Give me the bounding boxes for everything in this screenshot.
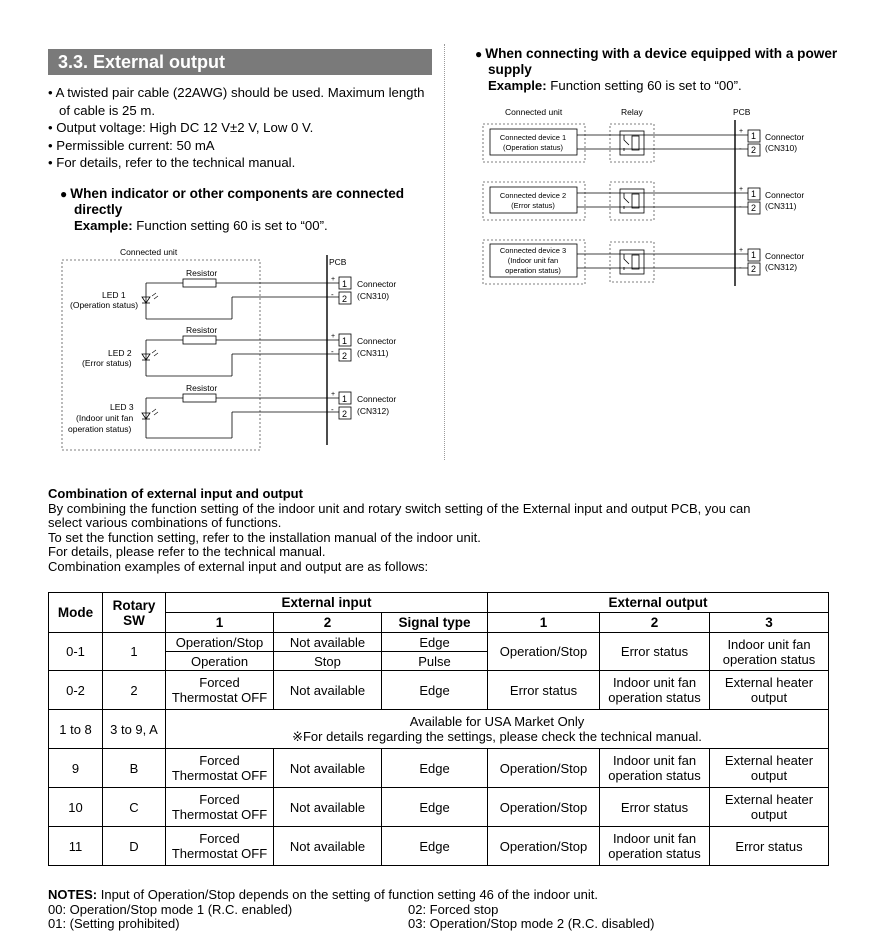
svg-text:1: 1 [342, 336, 348, 346]
left-example: Example: Function setting 60 is set to “00”. [74, 218, 328, 233]
connector-cn310: (CN310) [357, 291, 390, 301]
bullet-cable: • A twisted pair cable (22AWG) should be used. Maximum length of cable is 25 m. [48, 85, 425, 118]
svg-text:Connector: Connector [357, 394, 397, 404]
svg-text:+: + [739, 247, 744, 254]
svg-text:Connector: Connector [357, 336, 397, 346]
connector-cn311: (CN311) [765, 201, 797, 211]
note-item: 00: Operation/Stop mode 1 (R.C. enabled) [48, 901, 293, 917]
combination-line: Combination examples of external input and output are as follows: [48, 558, 429, 574]
led-channel-1 [70, 268, 396, 319]
note-item: 03: Operation/Stop mode 2 (R.C. disabled) [408, 916, 655, 931]
svg-text:1: 1 [751, 189, 757, 199]
svg-text:1: 1 [751, 250, 757, 260]
svg-text:2: 2 [751, 145, 757, 155]
note-item: 02: Forced stop [408, 901, 499, 917]
svg-text:Connector: Connector [765, 251, 805, 261]
led-2-label: LED 2 [108, 348, 132, 358]
svg-text:2: 2 [751, 264, 757, 274]
header-external-output: External output [488, 593, 829, 613]
combination-line: By combining the function setting of the indoor unit and rotary switch setting of the External input and output PCB, you can [48, 500, 751, 516]
right-example: Example: Function setting 60 is set to “00”. [488, 78, 742, 93]
header-input-1: 1 [166, 613, 274, 633]
led-channel-3 [68, 383, 396, 438]
connector-cn310: (CN310) [765, 143, 798, 153]
resistor-symbol [183, 394, 216, 402]
section-title: 3.3. External output [48, 49, 432, 75]
combination-line: For details, please refer to the technical manual. [48, 544, 326, 559]
usa-note-line1: Available for USA Market Only [409, 714, 585, 729]
table-row: 9 B Forced Thermostat OFF Not available Edge Operation/Stop Indoor unit fan operation status External heater output [49, 749, 829, 788]
svg-text:-: - [739, 202, 742, 211]
led-channel-2 [82, 325, 396, 376]
pcb-label: PCB [733, 107, 751, 117]
combination-section [48, 487, 848, 574]
header-rotary-sw: Rotary SW [103, 593, 166, 633]
bullet-details: • For details, refer to the technical manual. [48, 155, 296, 170]
svg-text:2: 2 [342, 351, 348, 361]
relay-channel-3 [483, 240, 804, 284]
bullet-voltage: • Output voltage: High DC 12 V±2 V, Low 0 V. [48, 120, 314, 135]
svg-text:operation status): operation status) [505, 266, 561, 275]
table-row: 0-1 1 Operation/Stop Not available Edge Operation/Stop Error status Indoor unit fan operation status [49, 633, 829, 652]
led-1-desc: (Operation status) [70, 300, 139, 310]
pcb-label: PCB [329, 257, 347, 267]
usa-note-line2: ※For details regarding the settings, please check the technical manual. [292, 729, 702, 744]
connector-cn312: (CN312) [765, 262, 798, 272]
svg-text:2: 2 [342, 294, 348, 304]
svg-text:Connector: Connector [765, 190, 805, 200]
table-row: 11 D Forced Thermostat OFF Not available Edge Operation/Stop Indoor unit fan operation status Error status [49, 827, 829, 866]
svg-text:Connected device 3: Connected device 3 [499, 246, 567, 255]
svg-text:Connected device 2: Connected device 2 [499, 191, 567, 200]
svg-text:(Operation status): (Operation status) [502, 143, 564, 152]
svg-text:Connected device 1: Connected device 1 [499, 133, 567, 142]
right-subheading-block [475, 46, 855, 94]
table-row: 0-2 2 Forced Thermostat OFF Not available Edge Error status Indoor unit fan operation status External heater output [49, 671, 829, 710]
left-subheading: ● When indicator or other components are connected directly [60, 186, 405, 217]
led-3-label: LED 3 [110, 402, 134, 412]
svg-text:(Indoor unit fan: (Indoor unit fan [507, 256, 559, 265]
note-item: 01: (Setting prohibited) [48, 916, 180, 931]
combination-line: To set the function setting, refer to the installation manual of the indoor unit. [48, 529, 481, 545]
svg-text:+: + [331, 333, 336, 340]
table-row: 10 C Forced Thermostat OFF Not available Edge Operation/Stop Error status External heater output [49, 788, 829, 827]
relay-wiring-diagram [478, 104, 858, 294]
spec-bullet-list [48, 84, 438, 172]
svg-text:Resistor: Resistor [186, 325, 218, 335]
connected-unit-label: Connected unit [505, 107, 563, 117]
svg-text:+: + [739, 128, 744, 135]
svg-text:Connector: Connector [765, 132, 805, 142]
led-3-desc-line1: (Indoor unit fan [76, 413, 134, 423]
relay-channel-2 [483, 182, 804, 220]
header-output-1: 1 [488, 613, 600, 633]
header-external-input: External input [166, 593, 488, 613]
svg-text:-: - [739, 263, 742, 272]
notes-intro: NOTES: Input of Operation/Stop depends on the setting of function setting 46 of the indoor unit. [48, 887, 598, 902]
svg-text:-: - [331, 290, 334, 299]
led-3-desc-line2: operation status) [68, 424, 132, 434]
led-wiring-diagram [55, 242, 425, 457]
svg-text:-: - [331, 347, 334, 356]
notes-row [48, 903, 848, 918]
header-output-3: 3 [710, 613, 829, 633]
svg-text:1: 1 [342, 279, 348, 289]
header-signal-type: Signal type [382, 613, 488, 633]
connector-cn311: (CN311) [357, 348, 389, 358]
svg-text:+: + [331, 276, 336, 283]
relay-label: Relay [621, 107, 643, 117]
svg-text:2: 2 [342, 409, 348, 419]
svg-text:1: 1 [751, 131, 757, 141]
svg-text:1: 1 [342, 394, 348, 404]
svg-text:-: - [331, 405, 334, 414]
led-2-desc: (Error status) [82, 358, 132, 368]
notes-row [48, 917, 848, 932]
header-mode: Mode [49, 593, 103, 633]
header-output-2: 2 [600, 613, 710, 633]
resistor-symbol [183, 336, 216, 344]
notes-section [48, 888, 848, 932]
header-input-2: 2 [274, 613, 382, 633]
svg-text:Connector: Connector [357, 279, 397, 289]
right-subheading: ● When connecting with a device equipped with a power supply [475, 46, 838, 77]
svg-text:+: + [739, 186, 744, 193]
connected-unit-label: Connected unit [120, 247, 178, 257]
combination-table [48, 592, 829, 866]
column-divider [444, 44, 445, 460]
svg-text:Resistor: Resistor [186, 383, 218, 393]
resistor-label: Resistor [186, 268, 218, 278]
resistor-symbol [183, 279, 216, 287]
svg-text:2: 2 [751, 203, 757, 213]
table-row: Operation Stop Pulse [49, 652, 829, 671]
combination-title: Combination of external input and output [48, 486, 303, 501]
svg-text:(Error status): (Error status) [511, 201, 555, 210]
left-subheading-block [60, 186, 440, 234]
combination-line: select various combinations of functions. [48, 515, 282, 530]
svg-text:+: + [331, 391, 336, 398]
relay-channel-1 [483, 124, 804, 162]
table-row-usa: 1 to 8 3 to 9, A Available for USA Market Only ※For details regarding the settings, please check the technical manual. [49, 710, 829, 749]
connector-cn312: (CN312) [357, 406, 390, 416]
bullet-current: • Permissible current: 50 mA [48, 137, 215, 153]
led-1-label: LED 1 [102, 290, 126, 300]
svg-text:-: - [739, 144, 742, 153]
